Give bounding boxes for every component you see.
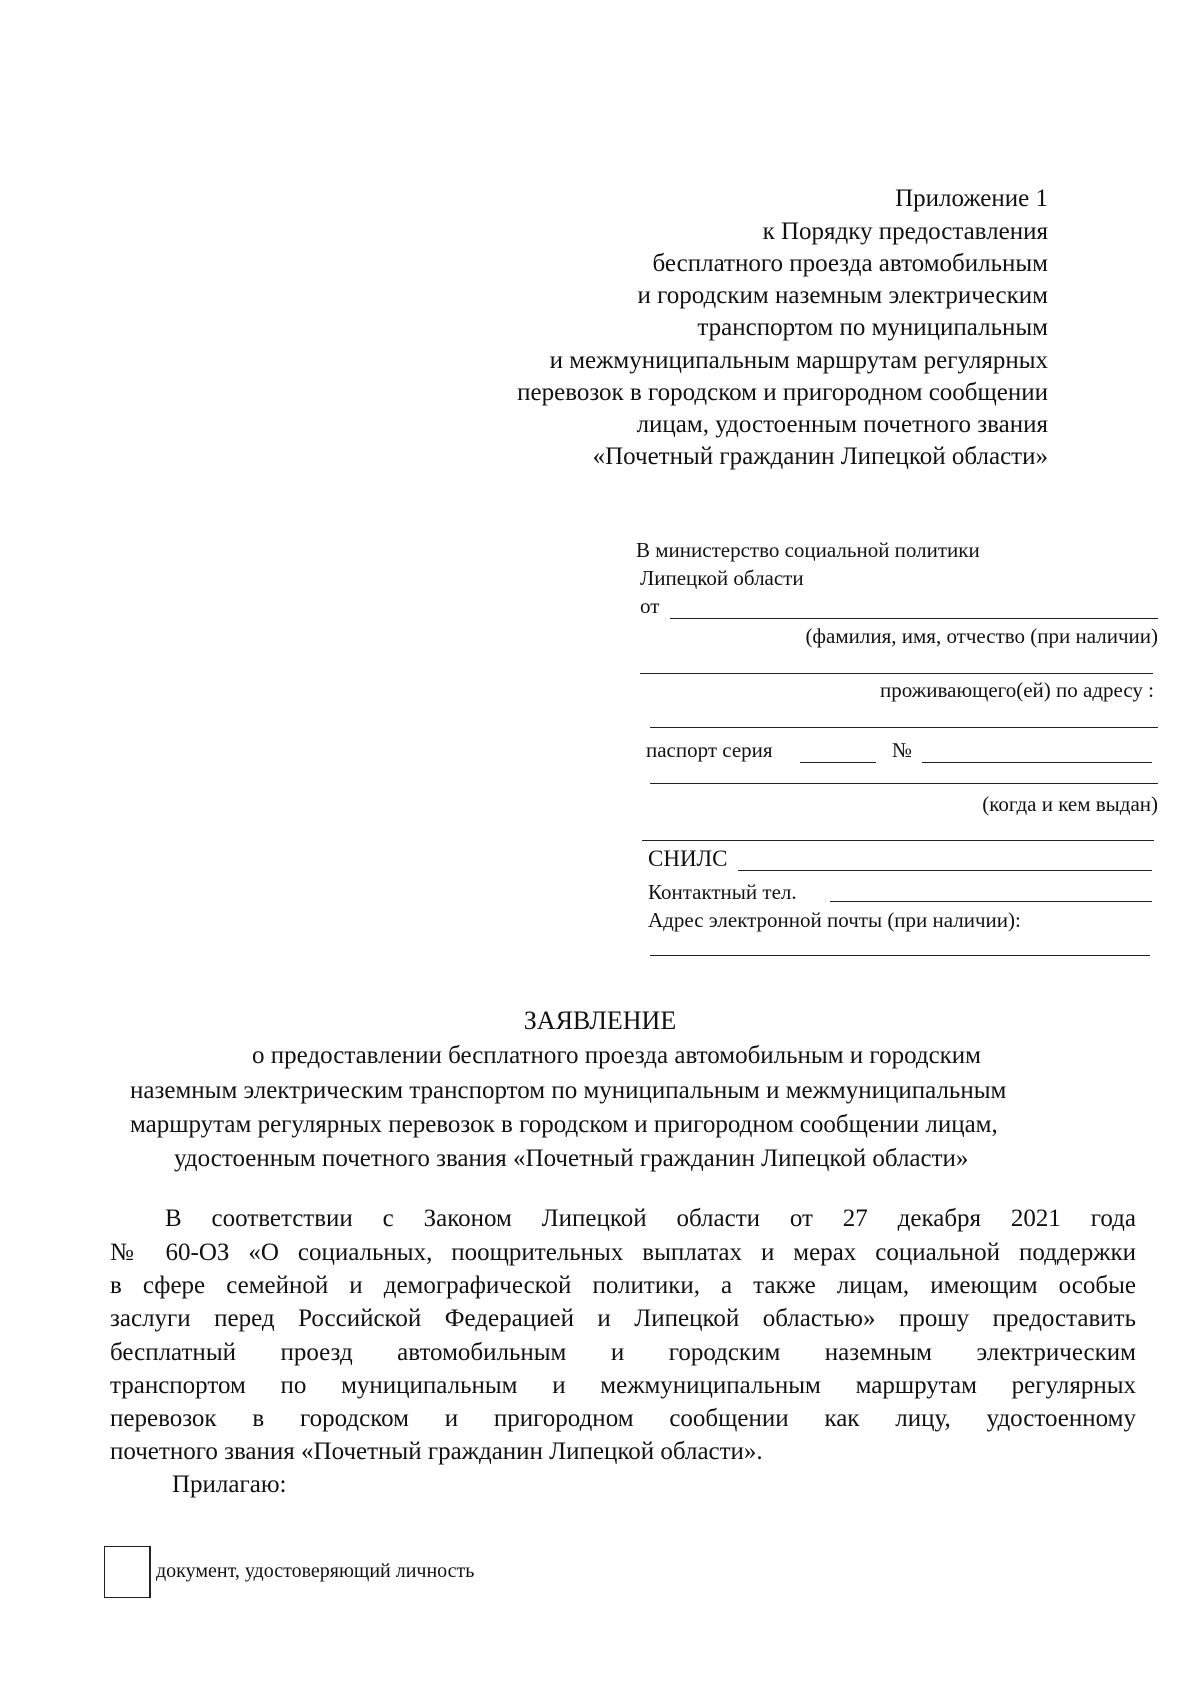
passport-series-label: паспорт серия [646, 738, 773, 762]
appendix-line: и городским наземным электрическим [637, 282, 1048, 309]
issued-field[interactable] [650, 783, 1158, 784]
passport-number-label: № [892, 738, 913, 762]
body-line: бесплатный проезд автомобильным и городским наземным электрическим [110, 1339, 1136, 1366]
fio-field-continued[interactable] [640, 673, 1153, 674]
attachment-checkbox[interactable] [104, 1546, 151, 1598]
address-field[interactable] [650, 727, 1158, 728]
appendix-line: перевозок в городском и пригородном сообщении [517, 379, 1048, 406]
body-line: заслуги перед Российской Федерацией и Липецкой областью» прошу предоставить [110, 1305, 1136, 1332]
email-field[interactable] [650, 955, 1150, 956]
snils-label: СНИЛС [648, 846, 728, 871]
attachment-label: документ, удостоверяющий личность [156, 1560, 475, 1582]
title-subline: наземным электрическим транспортом по муниципальным и межмуниципальным [130, 1077, 1007, 1104]
issued-field-continued[interactable] [642, 840, 1154, 841]
body-line: перевозок в городском и пригородном сообщении как лицу, удостоенному [110, 1405, 1136, 1432]
attach-label: Прилагаю: [172, 1471, 287, 1498]
phone-label: Контактный тел. [648, 880, 797, 904]
body-line-last: почетного звания «Почетный гражданин Липецкой области». [110, 1438, 763, 1465]
body-line: в сфере семейной и демографической политики, а также лицам, имеющим особые [110, 1272, 1136, 1299]
appendix-line: к Порядку предоставления [762, 218, 1048, 245]
appendix-line: и межмуниципальным маршрутам регулярных [549, 347, 1048, 374]
phone-field[interactable] [830, 901, 1152, 902]
appendix-line: транспортом по муниципальным [697, 314, 1048, 341]
fio-hint: (фамилия, имя, отчество (при наличии) [805, 624, 1158, 648]
issued-hint: (когда и кем выдан) [982, 792, 1158, 816]
title-subline: маршрутам регулярных перевозок в городском и пригородном сообщении лицам, [130, 1111, 998, 1138]
title-subline: о предоставлении бесплатного проезда автомобильным и городским [252, 1042, 982, 1069]
title-subline: удостоенным почетного звания «Почетный гражданин Липецкой области» [174, 1145, 969, 1172]
appendix-line: бесплатного проезда автомобильным [652, 250, 1048, 277]
from-label: от [640, 594, 660, 618]
address-label: проживающего(ей) по адресу : [880, 678, 1154, 702]
email-label: Адрес электронной почты (при наличии): [648, 908, 1021, 932]
body-line: В соответствии с Законом Липецкой области от 27 декабря 2021 года [165, 1205, 1136, 1232]
passport-number-field[interactable] [922, 762, 1152, 763]
appendix-line: «Почетный гражданин Липецкой области» [592, 443, 1048, 470]
appendix-line: лицам, удостоенным почетного звания [636, 411, 1048, 438]
snils-field[interactable] [738, 870, 1152, 871]
passport-series-field[interactable] [800, 762, 876, 763]
appendix-line: Приложение 1 [895, 185, 1048, 212]
body-line: транспортом по муниципальным и межмуниципальным маршрутам регулярных [110, 1372, 1136, 1399]
body-line: № 60-ОЗ «О социальных, поощрительных выплатах и мерах социальной поддержки [110, 1239, 1136, 1266]
document-title: ЗАЯВЛЕНИЕ [523, 1006, 677, 1035]
fio-field[interactable] [670, 618, 1158, 619]
ministry-line: В министерство социальной политики [636, 538, 980, 562]
region-line: Липецкой области [640, 566, 804, 590]
